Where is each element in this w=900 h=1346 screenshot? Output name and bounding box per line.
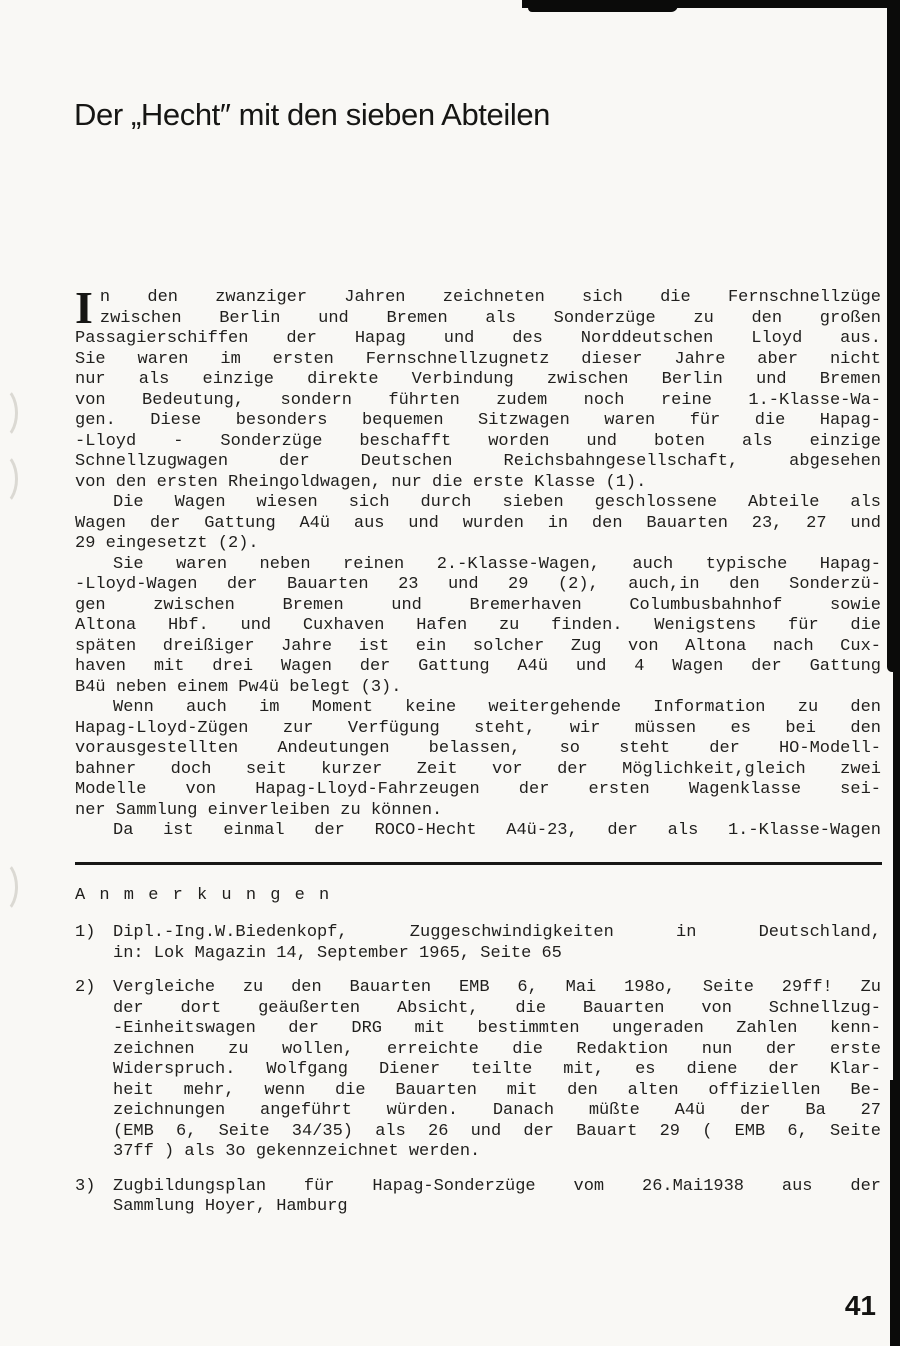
footnote-3-marker: 3) (75, 1176, 96, 1196)
scan-artifact-right-wide (887, 0, 900, 672)
text-line: nur als einzige direkte Verbindung zwischen Berlin und Bremen (75, 370, 881, 389)
text-line: gen. Diese besonders bequemen Sitzwagen waren für die Hapag- (75, 411, 881, 430)
scan-artifact-left-arc (0, 386, 18, 440)
scan-artifact-left-arc (0, 860, 18, 914)
text-line: von Bedeutung, sondern führten zudem noch reine 1.-Klasse-Wa- (75, 390, 881, 410)
paragraph-4 (75, 698, 881, 821)
page-number: 41 (844, 1290, 876, 1321)
footnote-3 (75, 1177, 881, 1218)
text-line: Modelle von Hapag-Lloyd-Fahrzeugen der ersten Wagenklasse sei- (75, 780, 881, 799)
paragraph-1 (75, 282, 881, 493)
scan-artifact-right-low (890, 1080, 900, 1346)
paragraph-3 (75, 555, 881, 699)
footnote-2-text (113, 978, 881, 1163)
text-line: zwischen Berlin und Bremen als Sonderzüge zu den großen (99, 308, 881, 328)
text-line: Zugbildungsplan für Hapag-Sonderzüge vom 26.Mai1938 aus der (113, 1176, 881, 1196)
footnote-1 (75, 923, 881, 964)
text-line: ner Sammlung einverleiben zu können. (75, 800, 443, 820)
text-line: Hapag-Lloyd-Zügen zur Verfügung steht, wir müssen es bei den (75, 718, 881, 738)
text-line: Vergleiche zu den Bauarten EMB 6, Mai 198o, Seite 29ff! Zu (113, 978, 881, 997)
text-line: -Lloyd-Wagen der Bauarten 23 und 29 (2), auch,in den Sonderzü- (75, 575, 881, 594)
text-line: n den zwanziger Jahren zeichneten sich die Fernschnellzüge (99, 288, 881, 307)
text-line: Da ist einmal der ROCO-Hecht A4ü-23, der als 1.-Klasse-Wagen (113, 821, 881, 840)
scan-artifact-left-arc (0, 452, 18, 506)
text-line: Wenn auch im Moment keine weitergehende Information zu den (113, 698, 881, 717)
text-line: -Lloyd - Sonderzüge beschafft worden und boten als einzige (75, 431, 881, 451)
footnote-1-marker: 1) (75, 923, 96, 942)
article-title: Der „Hecht″ mit den sieben Abteilen (74, 96, 551, 132)
section-divider-rule (75, 862, 882, 865)
text-line: Passagierschiffen der Hapag und des Norddeutschen Lloyd aus. (75, 329, 881, 348)
paragraph-5 (75, 821, 881, 842)
text-line: Die Wagen wiesen sich durch sieben geschlossene Abteile als (113, 493, 881, 512)
footnote-1-text (113, 923, 881, 964)
footnote-2-marker: 2) (75, 978, 96, 997)
text-line: späten dreißiger Jahre ist ein solcher Zug von Altona nach Cux- (75, 636, 881, 656)
footnote-3-text (113, 1177, 881, 1218)
paragraph-2 (75, 493, 881, 555)
text-line: heit mehr, wenn die Bauarten mit den alten offiziellen Be- (113, 1080, 881, 1100)
article-body (75, 282, 881, 842)
text-line: von den ersten Rheingoldwagen, nur die erste Klasse (1). (75, 472, 647, 492)
text-line: in: Lok Magazin 14, September 1965, Seite 65 (113, 943, 562, 963)
text-line: 37ff ) als 3o gekennzeichnet werden. (113, 1142, 481, 1161)
text-line: B4ü neben einem Pw4ü belegt (3). (75, 677, 402, 697)
text-line: bahner doch seit kurzer Zeit vor der Möglichkeit,gleich zwei (75, 759, 881, 779)
text-line: Sie waren neben reinen 2.-Klasse-Wagen, auch typische Hapag- (113, 554, 881, 574)
footnote-2 (75, 978, 881, 1163)
text-line: (EMB 6, Seite 34/35) als 26 und der Bauart 29 ( EMB 6, Seite (113, 1121, 881, 1141)
text-line: zeichnungen angeführt würden. Danach müßte A4ü der Ba 27 (113, 1101, 881, 1120)
text-line: -Einheitswagen der DRG mit bestimmten ungeraden Zahlen kenn- (113, 1019, 881, 1038)
text-line: vorausgestellten Andeutungen belassen, so steht der HO-Modell- (75, 739, 881, 758)
text-line: Schnellzugwagen der Deutschen Reichsbahngesellschaft, abgesehen (75, 452, 881, 471)
paragraph-1-lines (75, 282, 881, 493)
dropcap-initial: I (75, 282, 93, 333)
text-line: haven mit drei Wagen der Gattung A4ü und 4 Wagen der Gattung (75, 657, 881, 676)
text-line: der dort geäußerten Absicht, die Bauarten von Schnellzug- (113, 998, 881, 1018)
text-line: Altona Hbf. und Cuxhaven Hafen zu finden. Wenigstens für die (75, 616, 881, 635)
text-line: Dipl.-Ing.W.Biedenkopf, Zuggeschwindigkeiten in Deutschland, (113, 923, 881, 942)
text-line: gen zwischen Bremen und Bremerhaven Columbusbahnhof sowie (75, 595, 881, 615)
text-line: Sammlung Hoyer, Hamburg (113, 1197, 348, 1216)
text-line: Widerspruch. Wolfgang Diener teilte mit, es diene der Klar- (113, 1060, 881, 1079)
text-line: 29 eingesetzt (2). (75, 534, 259, 553)
footnotes-heading: A n m e r k u n g e n (75, 886, 332, 905)
footnotes-section (75, 886, 881, 1232)
text-line: Wagen der Gattung A4ü aus und wurden in den Bauarten 23, 27 und (75, 513, 881, 533)
text-line: Sie waren im ersten Fernschnellzugnetz dieser Jahre aber nicht (75, 349, 881, 369)
text-line: zeichnen zu wollen, erreichte die Redaktion nun der erste (113, 1039, 881, 1059)
scan-artifact-top-blob (528, 0, 678, 12)
